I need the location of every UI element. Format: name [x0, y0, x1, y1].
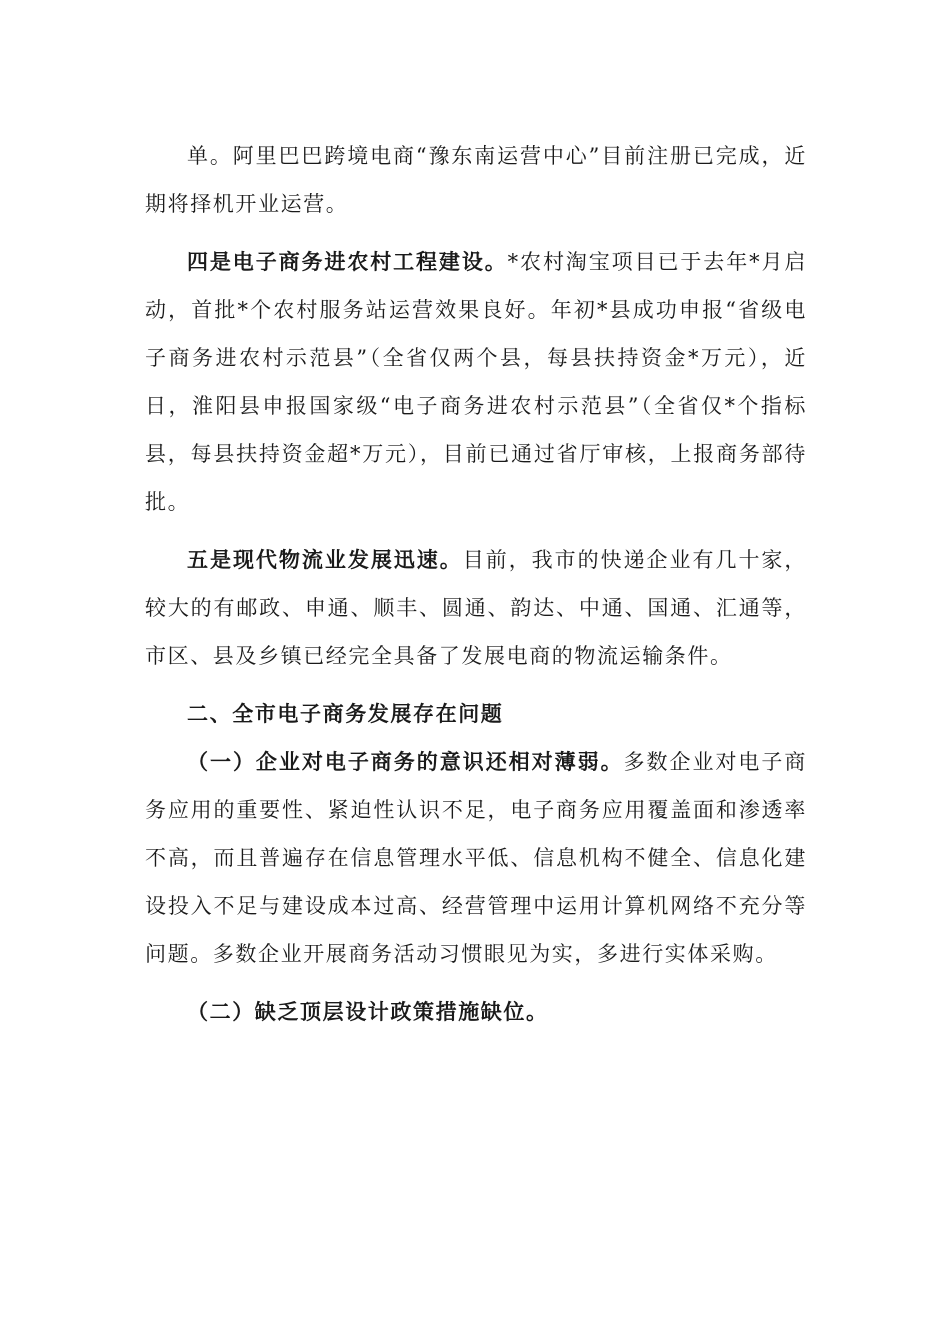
- paragraph-lead: （一）企业对电子商务的意识还相对薄弱。: [187, 749, 624, 774]
- paragraph-text: 单。阿里巴巴跨境电商“豫东南运营中心”目前注册已完成，近期将择机开业运营。: [145, 144, 807, 216]
- section-heading: 二、全市电子商务发展存在问题: [187, 701, 504, 726]
- paragraph-continuation: [145, 132, 807, 228]
- paragraph-issue-awareness: [145, 738, 807, 978]
- paragraph-lead: （二）缺乏顶层设计政策措施缺位。: [187, 999, 549, 1024]
- paragraph-text: 目前，我市的快递企业有几十家，较大的有邮政、申通、顺丰、圆通、韵达、中通、国通、汇通等，市区、县及乡镇已经完全具备了发展电商的物流运输条件。: [145, 548, 808, 668]
- paragraph-text: 多数企业对电子商务应用的重要性、紧迫性认识不足，电子商务应用覆盖面和渗透率不高，而且普遍存在信息管理水平低、信息机构不健全、信息化建设投入不足与建设成本过高、经营管理中运用计算机网络不充分等问题。多数企业开展商务活动习惯眼见为实，多进行实体采购。: [145, 750, 807, 966]
- paragraph-issue-policy: [145, 988, 807, 1036]
- paragraph-rural-ecommerce: [145, 238, 807, 526]
- paragraph-lead: 五是现代物流业发展迅速。: [187, 547, 463, 572]
- paragraph-lead: 四是电子商务进农村工程建设。: [187, 249, 508, 274]
- paragraph-logistics: [145, 536, 807, 680]
- paragraph-text: *农村淘宝项目已于去年*月启动，首批*个农村服务站运营效果良好。年初*县成功申报“省级电子商务进农村示范县”（全省仅两个县，每县扶持资金*万元），近日，淮阳县申报国家级“电子商务进农村示范县”（全省仅*个指标县，每县扶持资金超*万元），目前已通过省厅审核，上报商务部待批。: [145, 250, 807, 514]
- document-body: [145, 132, 807, 1036]
